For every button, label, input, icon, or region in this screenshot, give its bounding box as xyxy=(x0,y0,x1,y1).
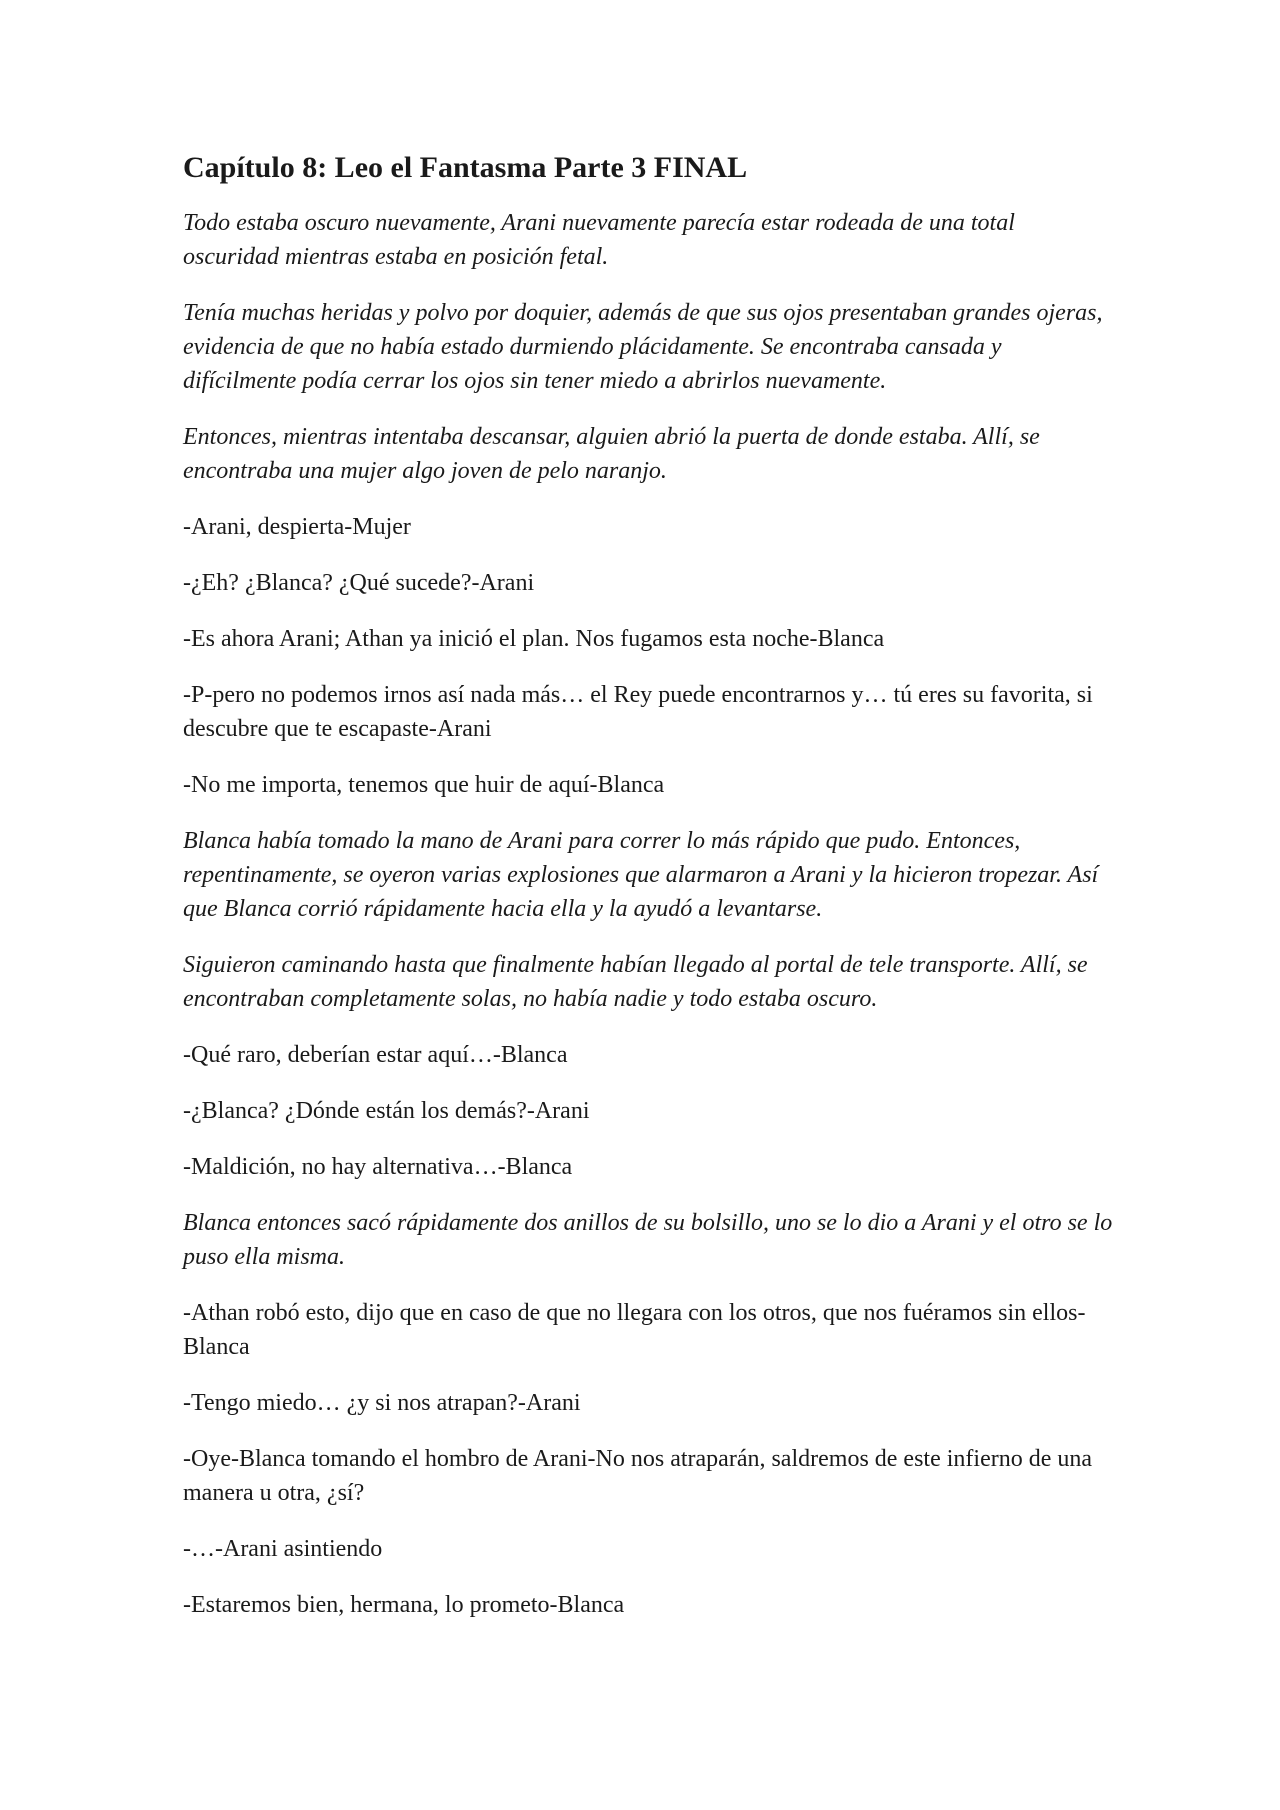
dialogue-line: -Estaremos bien, hermana, lo prometo-Blanca xyxy=(183,1592,625,1618)
dialogue-line: -Arani, despierta-Mujer xyxy=(183,514,411,540)
dialogue-line: -…-Arani asintiendo xyxy=(183,1536,383,1562)
dialogue-line: -¿Blanca? ¿Dónde están los demás?-Arani xyxy=(183,1098,590,1124)
narration-paragraph: Siguieron caminando hasta que finalmente habían llegado al portal de tele transporte. Allí, se encontraban completamente solas, no había nadie y todo estaba oscuro. xyxy=(183,952,1088,1012)
dialogue-line: -¿Eh? ¿Blanca? ¿Qué sucede?-Arani xyxy=(183,570,535,596)
narration-paragraph: Todo estaba oscuro nuevamente, Arani nuevamente parecía estar rodeada de una total oscuridad mientras estaba en posición fetal. xyxy=(183,210,1015,270)
document-page xyxy=(183,148,1113,1644)
dialogue-line: -No me importa, tenemos que huir de aquí-Blanca xyxy=(183,772,665,798)
dialogue-line: -P-pero no podemos irnos así nada más… el Rey puede encontrarnos y… tú eres su favorita, si descubre que te escapaste-Arani xyxy=(183,682,1093,742)
dialogue-line: -Athan robó esto, dijo que en caso de que no llegara con los otros, que nos fuéramos sin ellos-Blanca xyxy=(183,1300,1086,1360)
narration-paragraph: Blanca entonces sacó rápidamente dos anillos de su bolsillo, uno se lo dio a Arani y el otro se lo puso ella misma. xyxy=(183,1210,1113,1270)
chapter-title: Capítulo 8: Leo el Fantasma Parte 3 FINAL xyxy=(183,151,748,184)
narration-paragraph: Blanca había tomado la mano de Arani para correr lo más rápido que pudo. Entonces, repentinamente, se oyeron varias explosiones que alarmaron a Arani y la hicieron tropezar. Así que Blanca corrió rápidamente hacia ella y la ayudó a levantarse. xyxy=(183,828,1099,922)
narration-paragraph: Tenía muchas heridas y polvo por doquier, además de que sus ojos presentaban grandes ojeras, evidencia de que no había estado durmiendo plácidamente. Se encontraba cansada y difícilmente podía cerrar los ojos sin tener miedo a abrirlos nuevamente. xyxy=(183,300,1103,394)
narration-paragraph: Entonces, mientras intentaba descansar, alguien abrió la puerta de donde estaba. Allí, se encontraba una mujer algo joven de pelo naranjo. xyxy=(183,424,1040,484)
dialogue-line: -Tengo miedo… ¿y si nos atrapan?-Arani xyxy=(183,1390,581,1416)
dialogue-line: -Qué raro, deberían estar aquí…-Blanca xyxy=(183,1042,568,1068)
dialogue-line: -Es ahora Arani; Athan ya inició el plan. Nos fugamos esta noche-Blanca xyxy=(183,626,885,652)
dialogue-line: -Oye-Blanca tomando el hombro de Arani-No nos atraparán, saldremos de este infierno de una manera u otra, ¿sí? xyxy=(183,1446,1093,1506)
dialogue-line: -Maldición, no hay alternativa…-Blanca xyxy=(183,1154,573,1180)
